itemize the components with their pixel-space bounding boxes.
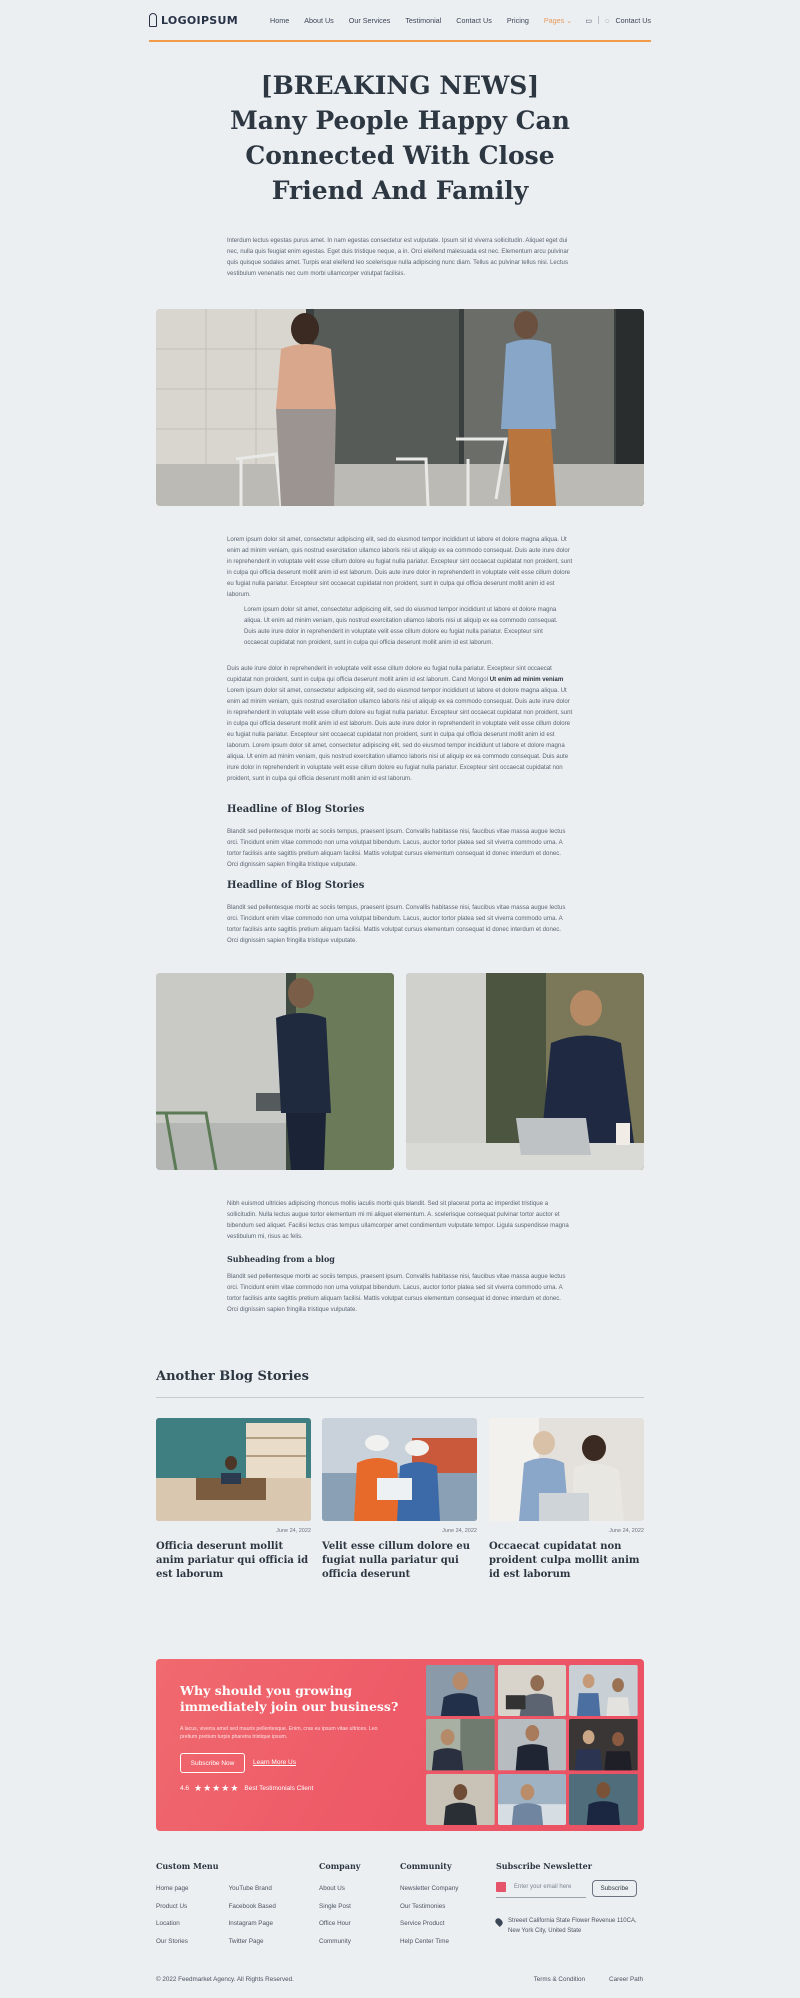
footer-heading: Company [319,1861,361,1871]
email-field[interactable]: Enter your email here [514,1884,572,1890]
section-text: Blandit sed pellentesque morbi ac sociis tempus, praesent ipsum. Convallis habitasse nisi, faucibus vitae massa augue lectus orci. Tincidunt enim vitae commodo non urna volutpat bibendum. Lacus, auctor tortor platea sed sit viverra commodo urna. A tortor facilisis ante sagittis pretium aliquam facilisi. Mattis volutpat cursus elementum consequat id donec interdum et donec. Orci dignissim sapien fringilla tristique vulputate. [227,904,566,944]
nav-testimonial[interactable]: Testimonial [405,15,442,25]
title-line: Many People Happy Can [230,106,570,135]
article-quote: Lorem ipsum dolor sit amet, consectetur adipiscing elit, sed do eiusmod tempor incididunt ut labore et dolore magna aliqua. Ut enim ad minim veniam, quis nostrud exercitation ullamco laboris nisi ut aliquip ex ea commodo consequat. Duis aute irure dolor in reprehenderit in voluptate velit esse cillum dolore eu fugiat nulla pariatur. Excepteur sint occaecat cupidatat non proident, sunt in culpa qui officia deserunt mollit anim id est laborum. [244,606,558,646]
footer-link[interactable]: Newsletter Company [400,1885,459,1892]
footer-link[interactable]: Our Testimonies [400,1902,446,1910]
article-title [150,68,650,208]
logo[interactable] [149,13,238,27]
story-thumbnail[interactable] [156,1418,311,1521]
footer-link-columns [156,1880,276,1950]
section-headline: Headline of Blog Stories [227,880,365,891]
story-date: June 24, 2022 [609,1528,644,1534]
story-card[interactable] [156,1418,311,1582]
subheading-text: Blandit sed pellentesque morbi ac sociis tempus, praesent ipsum. Convallis habitasse nisi, faucibus vitae massa augue lectus orci. Tincidunt enim vitae commodo non urna volutpat bibendum. Lacus, auctor tortor platea sed sit viverra commodo urna. A tortor facilisis ante sagittis pretium aliquam facilisi. Mattis volutpat cursus elementum consequat id donec interdum et donec. Orci dignissim sapien fringilla tristique vulputate. [227,1273,566,1313]
footer-custom-menu [156,1861,276,1950]
title-line: Connected With Close [245,141,555,170]
story-title[interactable]: Velit esse cillum dolore eu fugiat nulla pariatur qui officia deserunt [322,1541,471,1580]
footer-link[interactable]: Twitter Page [228,1937,264,1945]
story-date: June 24, 2022 [276,1528,311,1534]
footer-link[interactable]: Instagram Page [228,1920,274,1927]
footer-link[interactable]: Community [319,1937,351,1945]
legal-links [534,1976,643,1983]
section-text: Blandit sed pellentesque morbi ac sociis tempus, praesent ipsum. Convallis habitasse nisi, faucibus vitae massa augue lectus orci. Tincidunt enim vitae commodo non urna volutpat bibendum. Lacus, auctor tortor platea sed sit viverra commodo urna. A tortor facilisis ante sagittis pretium aliquam facilisi. Mattis volutpat cursus elementum consequat id donec interdum et donec. Orci dignissim sapien fringilla tristique vulputate. [227,828,566,868]
footer-link[interactable]: Location [156,1920,180,1927]
article-intro: Interdum lectus egestas purus amet. In nam egestas consectetur est vulputate. Ipsum sit id viverra sollicitudin. Aliquet eget dui nec, nulla quis feugiat enim egestas. Eget duis tristique neque, a in. Orci eleifend malesuada est nec. Elementum arcu pulvinar quis quisque sodales amet. Turpis erat eleifend leo scelerisque nulla adipiscing nunc diam. Tellus ac pulvinar tellus nisi. Lectus vestibulum venenatis nec cum morbi ullamcorper volutpat facilisis. [227,237,569,277]
footer-link-column [156,1880,189,1950]
body-text: Lorem ipsum dolor sit amet, consectetur adipiscing elit, sed do eiusmod tempor incididunt ut labore et dolore magna aliqua. Ut enim ad minim veniam, quis nostrud exercitation ullamco laboris nisi ut aliquip ex ea commodo consequat. Duis aute irure dolor in reprehenderit in voluptate velit esse cillum dolore eu fugiat nulla pariatur. Excepteur sint occaecat cupidatat non proident, sunt in culpa qui officia deserunt mollit anim id est laborum. Duis aute irure dolor in reprehenderit in voluptate velit esse cillum dolore eu fugiat nulla pariatur. Excepteur sint occaecat cupidatat non proident, sunt in culpa qui officia deserunt mollit anim id est laborum. Lorem ipsum dolor sit amet, consectetur adipiscing elit, sed do eiusmod tempor incididunt ut labore et dolore magna aliqua. Ut enim ad minim veniam, quis nostrud exercitation ullamco laboris nisi ut aliquip ex ea commodo consequat. Duis aute irure dolor in reprehenderit in voluptate velit esse cillum dolore eu fugiat nulla pariatur. Excepteur sint occaecat cupidatat non proident, sunt in culpa qui officia deserunt mollit anim id est laborum. [227,687,573,782]
terms-link[interactable]: Terms & Condition [533,1976,586,1983]
chat-icon[interactable]: ▭ [585,15,593,25]
story-date: June 24, 2022 [442,1528,477,1534]
story-title[interactable]: Officia deserunt mollit anim pariatur qui officia id est laborum [156,1541,309,1580]
input-underline [496,1897,586,1898]
footer-company [319,1861,360,1950]
header-actions [585,16,651,25]
client-photo [569,1774,638,1825]
whatsapp-icon: ◌ [605,15,610,25]
site-header [149,0,651,42]
title-line: [BREAKING NEWS] [260,71,540,100]
footer-address [496,1916,646,1936]
article-image [406,973,644,1170]
main-nav [270,16,572,25]
learn-more-link[interactable]: Learn More Us [253,1759,296,1766]
nav-about[interactable]: About Us [304,15,334,25]
header-contact-link[interactable]: Contact Us [615,15,651,25]
footer-link[interactable]: Facebook Based [228,1902,276,1910]
client-photo [498,1665,567,1716]
testimonial-photo-grid [426,1665,638,1825]
footer-heading: Subscribe Newsletter [496,1861,592,1871]
copyright: © 2022 Feedmarket Agency. All Rights Reserved. [156,1976,294,1983]
rating [180,1783,313,1794]
client-photo [569,1665,638,1716]
footer-link[interactable]: Home page [156,1885,189,1892]
client-photo [569,1719,638,1770]
hero-image [156,309,644,506]
section-headline: Headline of Blog Stories [227,804,365,815]
nav-contact[interactable]: Contact Us [456,15,492,25]
footer-link[interactable]: Our Stories [156,1937,188,1945]
cta-title: Why should you growing immediately join our business? [180,1683,399,1714]
divider [598,16,599,24]
article-body: Lorem ipsum dolor sit amet, consectetur adipiscing elit, sed do eiusmod tempor incididunt ut labore et dolore magna aliqua. Ut enim ad minim veniam, quis nostrud exercitation ullamco laboris nisi ut aliquip ex ea commodo consequat. Duis aute irure dolor in reprehenderit in voluptate velit esse cillum dolore eu fugiat nulla pariatur. Excepteur sint occaecat cupidatat non proident, sunt in culpa qui officia deserunt mollit anim id est laborum. Duis aute irure dolor in reprehenderit in voluptate velit esse cillum dolore eu fugiat nulla pariatur. Excepteur sint occaecat cupidatat non proident, sunt in culpa qui officia deserunt mollit anim id est laborum. [227,536,573,598]
newsletter-form [496,1880,638,1898]
more-stories-title: Another Blog Stories [156,1369,309,1384]
career-link[interactable]: Career Path [609,1976,643,1983]
nav-services[interactable]: Our Services [348,15,391,25]
footer-link-column [229,1880,276,1950]
footer-community [400,1861,458,1950]
divider [156,1397,644,1398]
footer-link[interactable]: Product Us [156,1902,188,1910]
rating-score: 4.6 [180,1785,190,1792]
story-card[interactable] [322,1418,477,1582]
client-photo [498,1719,567,1770]
chevron-down-icon: ⌄ [566,15,573,25]
cta-text: A lacus, viverra amet sed mauris pellentesque. Enim, cras eu ipsum vitae ultrices. Leo pretium pretium turpis pharetra tristique ipsum. [180,1726,378,1740]
client-photo [498,1774,567,1825]
subheading: Subheading from a blog [227,1254,335,1264]
logo-text: LOGOIPSUM [161,13,239,27]
mail-icon [496,1882,506,1892]
nav-home[interactable]: Home [270,15,290,25]
subscribe-now-button[interactable]: Subscribe Now [180,1753,245,1773]
body-text: Duis aute irure dolor in reprehenderit in voluptate velit esse cillum dolore eu fugiat nulla pariatur. Excepteur sint occaecat cupidatat non proident, sunt in culpa qui officia deserunt mollit anim id est laborum. Cand Mongol [227,665,552,683]
story-title[interactable]: Occaecat cupidatat non proident culpa mollit anim id est laborum [489,1541,640,1580]
footer-link[interactable]: Service Product [400,1920,445,1927]
nav-pricing[interactable]: Pricing [506,15,529,25]
address-text: Streeet California State Flower Revenue 110CA, New York City, United State [508,1918,637,1934]
story-card[interactable] [489,1418,644,1582]
footer-heading: Community [400,1861,452,1871]
article-image [156,973,394,1170]
rating-label: Best Testimonials Client [244,1785,314,1792]
nav-pages-label: Pages [543,15,565,25]
footer-link[interactable]: Single Post [319,1902,351,1910]
footer-newsletter [496,1861,592,1880]
footer-link[interactable]: About Us [319,1885,345,1892]
article-text: Nibh euismod ultricies adipiscing rhoncus mollis iaculis morbi quis blandit. Sed sit placerat porta ac imperdiet tristique a sollicitudin. Nulla lectus augue tortor elementum mi mi aliquet elementum. A. scelerisque consequat pulvinar tortor auctor et bibendum sed aliquet. Facilisi lectus cras tempus ullamcorper amet condimentum vulputate tempor. Ligula suspendisse magna vestibulum mi, risus ac felis. [227,1200,569,1240]
nav-pages[interactable] [544,16,572,25]
location-pin-icon [494,1917,504,1927]
footer-link[interactable]: Office Hour [319,1920,351,1927]
title-line: Friend And Family [271,176,529,205]
story-thumbnail[interactable] [322,1418,477,1521]
article-body-2 [227,663,573,784]
footer-link[interactable]: YouTube Brand [228,1885,272,1892]
footer-link[interactable]: Help Center Time [400,1937,449,1945]
client-photo [426,1665,495,1716]
story-thumbnail[interactable] [489,1418,644,1521]
cta-banner [156,1659,644,1831]
client-photo [426,1719,495,1770]
subscribe-button[interactable]: Subscribe [592,1880,637,1897]
star-icons: ★★★★★ [194,1783,240,1793]
footer-heading: Custom Menu [156,1861,219,1871]
logo-icon [149,13,157,27]
body-bold-text: Ut enim ad minim veniam [489,676,564,683]
client-photo [426,1774,495,1825]
